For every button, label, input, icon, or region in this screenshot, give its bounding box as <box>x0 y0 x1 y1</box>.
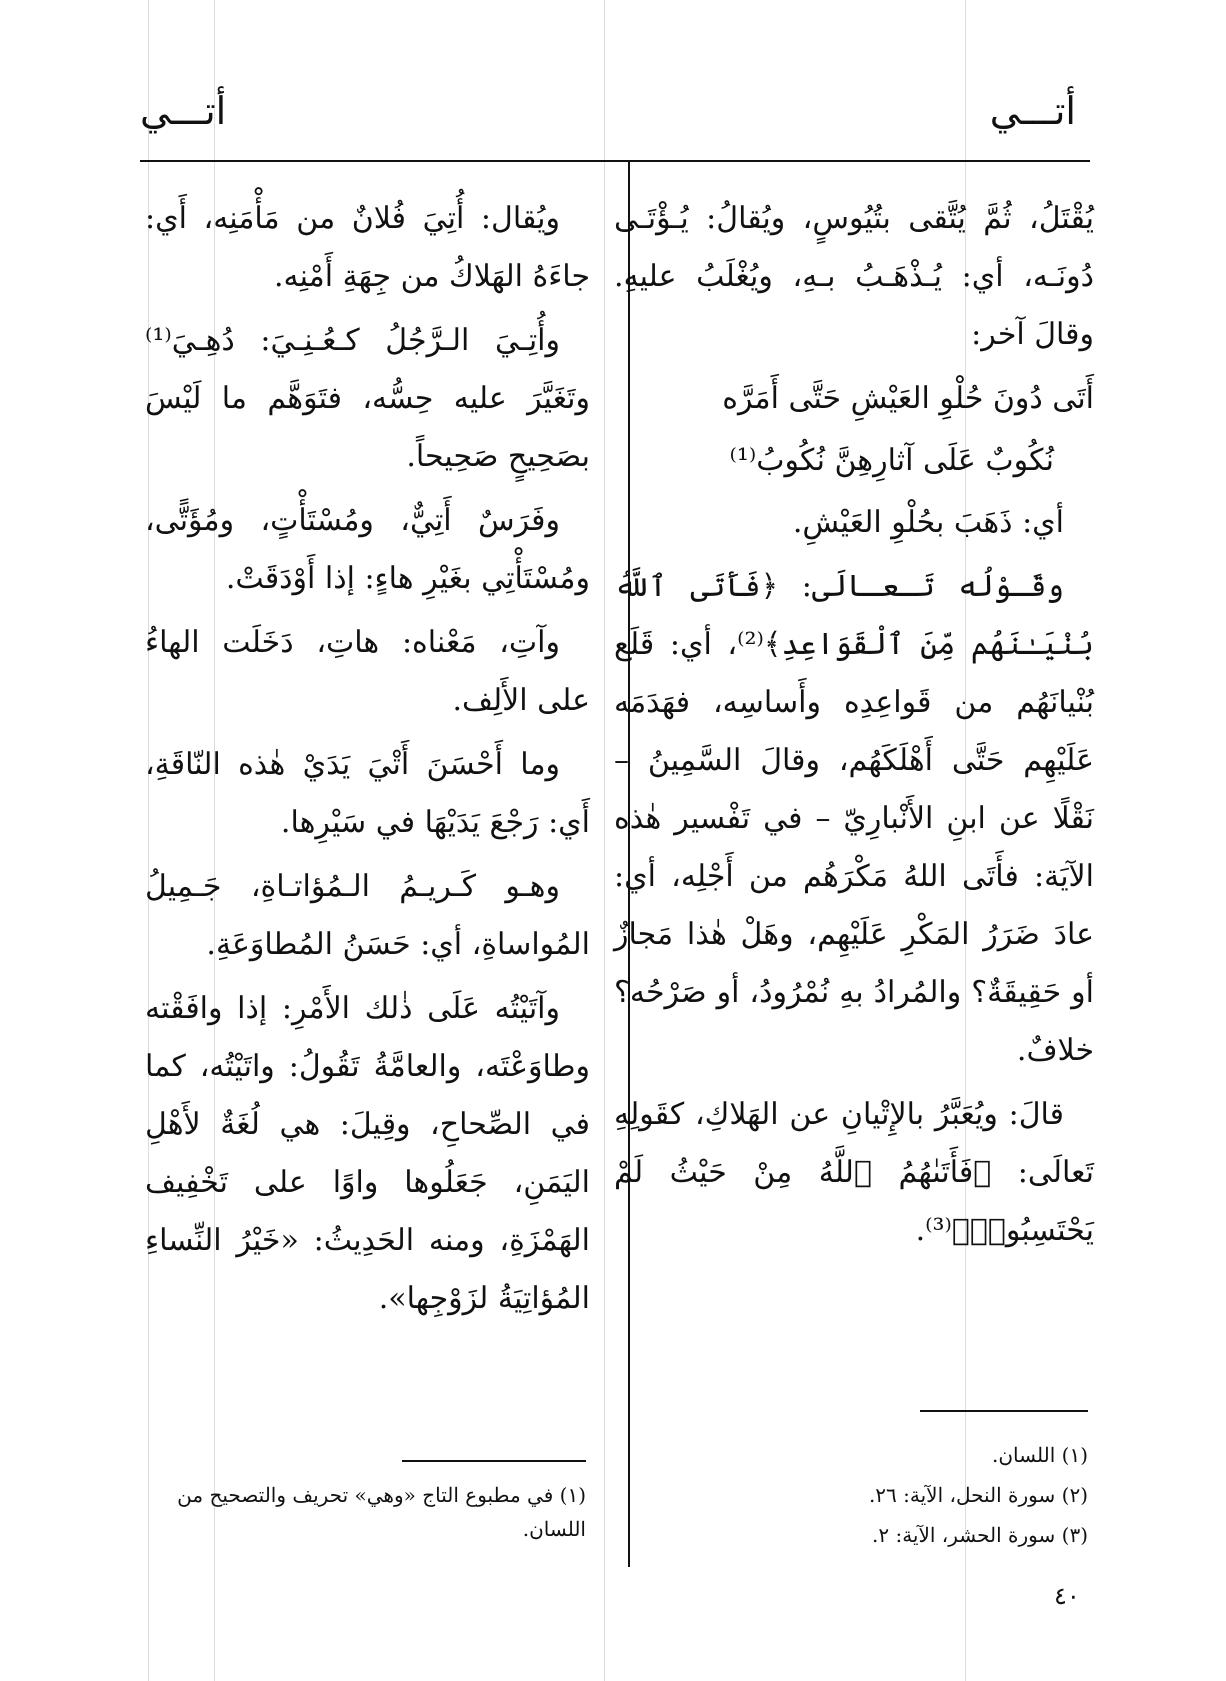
paragraph: قالَ: ويُعَبَّرُ بالإِتْيانِ عن الهَلاكِ، كقَولِهِ تَعالَى: ﴿فَأَتَىٰهُمُ ٱللَّهُ مِنْ حَيْثُ لَمْ يَحْتَسِبُوا۟﴾⁽³⁾. <box>614 1097 1094 1248</box>
faint-guide-line <box>604 0 605 1681</box>
footnote-rule-left <box>402 1460 586 1462</box>
paragraph: أي: ذَهَبَ بحُلْوِ العَيْشِ. <box>792 505 1064 540</box>
footnote: (٢) سورة النحل، الآية: ٢٦. <box>868 1483 1088 1507</box>
footnote: (١) اللسان. <box>992 1443 1088 1467</box>
left-column <box>145 190 590 1334</box>
verse-line: أَتَى دُونَ حُلْوِ العَيْشِ حَتَّى أَمَرَّه <box>722 381 1094 416</box>
paragraph: وآتِ، مَعْناه: هاتِ، دَخَلَت الهاءُ على الأَلِف. <box>145 625 590 718</box>
footnotes-right <box>618 1438 1088 1558</box>
paragraph: وآتَيْتُه عَلَى ذٰلك الأَمْرِ: إذا وافَقْته وطاوَعْتَه، والعامَّةُ تَقُولُ: واتَيْتُه، كما في الصِّحاحِ، وقِيلَ: هي لُغَةٌ لأَهْلِ اليَمَنِ، جَعَلُوها واوًا على تَخْفِيف الهَمْزَةِ، ومنه الحَدِيثُ: «خَيْرُ النِّساءِ المُؤاتِيَةُ لزَوْجِها». <box>145 991 590 1316</box>
footnote-rule-right <box>920 1410 1088 1412</box>
verse-line: نُكُوبٌ عَلَى آثارِهِنَّ نُكُوبُ⁽¹⁾ <box>729 443 1054 478</box>
paragraph: وما أَحْسَنَ أَتْيَ يَدَيْ هٰذه النّاقَةِ، أَي: رَجْعَ يَدَيْهَا في سَيْرِها. <box>145 747 590 840</box>
paragraph: يُقْتَلُ، ثُمَّ يُتَّقى بتُيُوسٍ، ويُقالُ: يُـؤْتَـى دُونَـه، أي: يُـذْهَـبُ بـهِ، ويُغْلَبُ عليهِ. وقالَ آخر: <box>614 201 1094 352</box>
page-number: ٤٠ <box>1054 1582 1080 1610</box>
paragraph: وأُتِـيَ الـرَّجُلُ كـعُـنِـيَ: دُهِـيَ⁽¹⁾ وتَغَيَّرَ عليه حِسُّه، فتَوَهَّم ما لَيْسَ بصَحِيحٍ صَحِيحاً. <box>145 323 590 474</box>
footnote: (٣) سورة الحشر، الآية: ٢. <box>871 1523 1088 1547</box>
right-column <box>614 190 1094 1266</box>
header-rule <box>140 160 1090 162</box>
paragraph: وقَـوْلُه تَـعـالَى: ﴿فَأَتَى ٱللَّهُ بُنْيَـٰنَهُم مِّنَ ٱلْقَوَاعِدِ﴾⁽²⁾، أي: قَلَع بُنْيانَهُم من قَواعِدِه وأَساسِه، فهَدَمَه عَلَيْهِم حَتَّى أَهْلَكَهُم، وقالَ السَّمِينُ – نَقْلًا عن ابنِ الأَنْبارِيّ – في تَفْسير هٰذه الآيَة: فأَتَى اللهُ مَكْرَهُم من أَجْلِه، أي: عادَ ضَرَرُ المَكْرِ عَلَيْهِم، وهَلْ هٰذا مَجازٌ أو حَقِيقَةٌ؟ والمُرادُ بهِ نُمْرُودُ، أو صَرْحُه؟ خلافٌ. <box>614 569 1094 1068</box>
running-header-right: أتـــي <box>989 89 1076 133</box>
footnote: (١) في مطبوع التاج «وهي» تحريف والتصحيح من اللسان. <box>177 1483 586 1541</box>
paragraph: وهـو كَـريـمُ الـمُؤاتـاةِ، جَـمِيلُ المُواساةِ، أي: حَسَنُ المُطاوَعَةِ. <box>145 869 590 962</box>
running-header-left: أتـــي <box>140 89 227 133</box>
paragraph: وفَرَسٌ أَتِيٌّ، ومُسْتَأْتٍ، ومُؤَتًّى، ومُسْتَأْتِي بغَيْرِ هاءٍ: إذا أَوْدَقَتْ. <box>145 503 590 596</box>
footnotes-left <box>148 1478 586 1552</box>
paragraph: ويُقال: أُتِيَ فُلانٌ من مَأْمَنِه، أَي: جاءَهُ الهَلاكُ من جِهَةِ أَمْنِه. <box>145 201 590 294</box>
